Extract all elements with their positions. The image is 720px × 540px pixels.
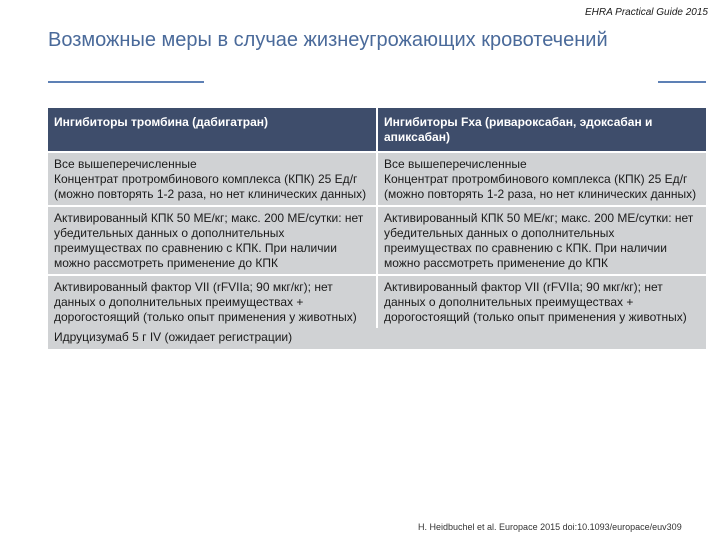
cell-text: Все вышеперечисленные — [54, 157, 197, 171]
table-row — [48, 152, 706, 206]
table-cell — [48, 152, 377, 206]
table-cell — [377, 152, 706, 206]
table-header-row — [48, 108, 706, 152]
cell-text: Активированный КПК 50 МЕ/кг; макс. 200 МЕ/сутки: нет убедительных данных о дополнительных преимуществах по сравнению с КПК. При наличии можно рассмотреть применение до КПК — [54, 211, 364, 270]
cell-text: Все вышеперечисленные — [384, 157, 527, 171]
title-underline-left — [48, 81, 204, 83]
title-underline-right — [658, 81, 706, 83]
page-title: Возможные меры в случае жизнеугрожающих кровотечений — [48, 29, 608, 51]
table-cell — [377, 206, 706, 275]
cell-text: Концентрат протромбинового комплекса (КПК) 25 Ед/г (можно повторять 1-2 раза, но нет клинических данных) — [384, 172, 697, 201]
table-row — [48, 275, 706, 328]
cell-text: Концентрат протромбинового комплекса (КПК) 25 Ед/г (можно повторять 1-2 раза, но нет клинических данных) — [54, 172, 367, 201]
cell-text: Идруцизумаб 5 г IV (ожидает регистрации) — [54, 330, 293, 344]
table-cell — [48, 206, 377, 275]
cell-text: Активированный фактор VII (rFVIIa; 90 мкг/кг); нет данных о дополнительных преимуществах + дорогостоящий (только опыт применения у животных) — [384, 280, 687, 324]
measures-table — [48, 108, 706, 349]
column-header-thrombin-inhibitors: Ингибиторы тромбина (дабигатран) — [48, 108, 377, 152]
cell-text: Активированный КПК 50 МЕ/кг; макс. 200 МЕ/сутки: нет убедительных данных о дополнительных преимуществах по сравнению с КПК. При наличии можно рассмотреть применение до КПК — [384, 211, 694, 270]
citation-footer: H. Heidbuchel et al. Europace 2015 doi:10.1093/europace/euv309 — [418, 522, 682, 532]
table-row — [48, 206, 706, 275]
column-header-fxa-inhibitors: Ингибиторы Fxa (ривароксабан, эдоксабан и апиксабан) — [377, 108, 706, 152]
table-cell — [48, 275, 377, 328]
cell-text: Активированный фактор VII (rFVIIa; 90 мкг/кг); нет данных о дополнительных преимуществах + дорогостоящий (только опыт применения у животных) — [54, 280, 357, 324]
table-cell — [377, 275, 706, 349]
header-note: EHRA Practical Guide 2015 — [584, 7, 708, 18]
table-cell — [48, 328, 377, 349]
